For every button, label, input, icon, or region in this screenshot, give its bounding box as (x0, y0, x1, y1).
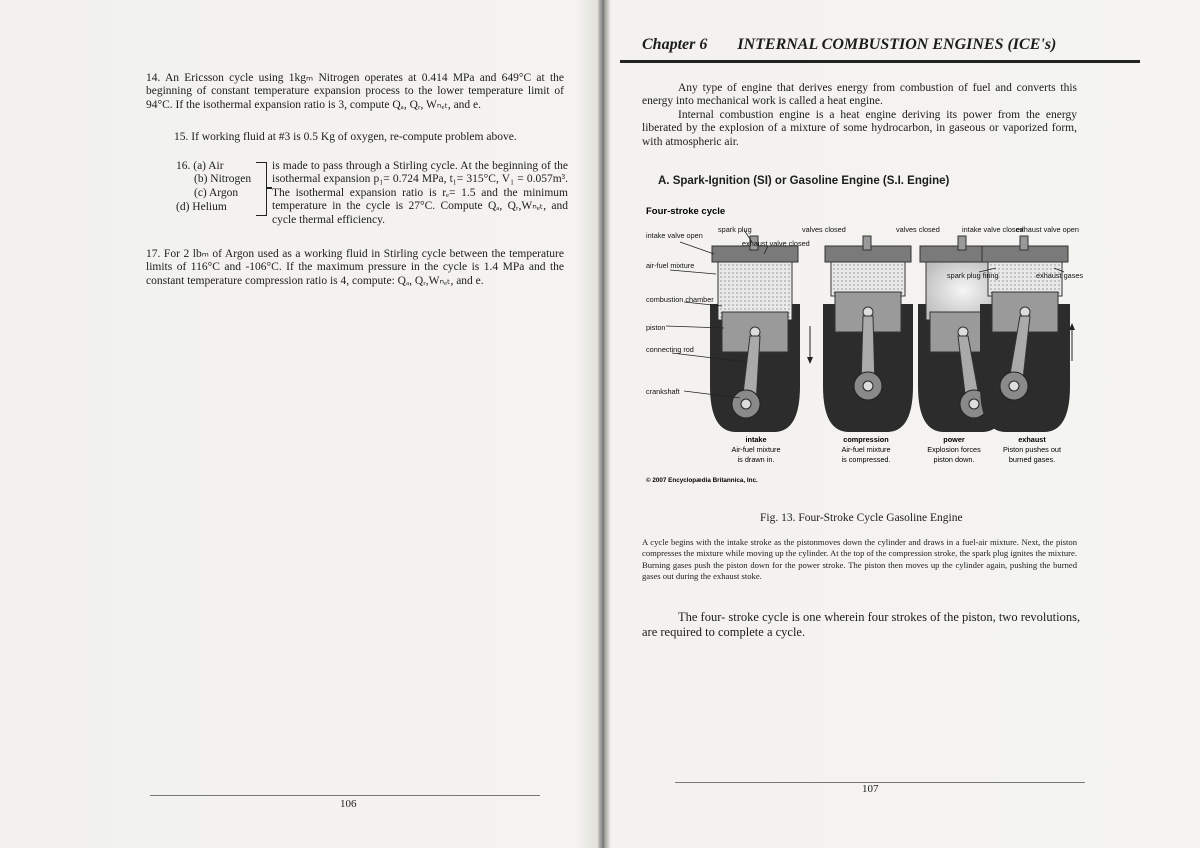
intro-paragraph-1: Any type of engine that derives energy from combustion of fuel and converts this energy into mechanical work is called a heat engine. (642, 82, 1077, 108)
section-heading: A. Spark-Ignition (SI) or Gasoline Engine (S.I. Engine) (658, 175, 950, 187)
engine-exhaust (980, 236, 1075, 432)
problem-16-label-d: (d) Helium (176, 201, 227, 213)
stroke-intake-desc-1: Air-fuel mixture (731, 445, 781, 454)
figure-title: Four-stroke cycle (646, 206, 726, 217)
problem-17: 17. For 2 lbₘ of Argon used as a working fluid in Stirling cycle between the temperature limits of 116°C and -106°C. If the maximum pressure in the cycle is 1.4 MPa and the constant temperature compression ratio is 4, compute: Qₐ, Qᵣ,Wₙₑₜ, and e. (146, 248, 564, 287)
label-exhaust-gases: exhaust gases (1036, 271, 1084, 280)
stroke-intake-desc-2: is drawn in. (737, 455, 775, 464)
problem-16-label-b: (b) Nitrogen (194, 173, 252, 185)
stroke-compression-name: compression (843, 435, 889, 444)
label-spark-plug: spark plug (718, 225, 752, 234)
page-number-left: 106 (340, 798, 357, 810)
figure-caption: Fig. 13. Four-Stroke Cycle Gasoline Engine (760, 511, 963, 524)
stroke-compression-desc-1: Air-fuel mixture (841, 445, 891, 454)
stroke-intake-name: intake (745, 435, 767, 444)
label-valves-closed-b: valves closed (896, 225, 940, 234)
stroke-power-desc-1: Explosion forces (927, 445, 981, 454)
engine-compression (823, 236, 926, 432)
stroke-captions (731, 435, 1061, 464)
stroke-power-name: power (943, 435, 965, 444)
label-connecting-rod: connecting rod (646, 345, 694, 354)
cycle-description: A cycle begins with the intake stroke as the pistonmoves down the cylinder and draws in a fuel-air mixture. Next, the piston compresses the mixture while moving up the cylinder. At the top of the compression stroke, the spark plug ignites the mixture. Burning gases push the piston down for the power stroke. The piston then moves up the cylinder again, pushing the burned gases out during the exhaust stoke. (642, 536, 1077, 582)
problem-16-text: is made to pass through a Stirling cycle. At the beginning of the isothermal expansion p₁= 0.724 MPa, t₁= 315°C, V₁ = 0.057m³. The isothermal expansion ratio is rₑ= 1.5 and the minimum temperature in the cycle is 27°C. Compute Qₐ, Qᵣ,Wₙₑₜ, and cycle thermal efficiency. (272, 160, 568, 226)
page-number-right: 107 (862, 783, 879, 795)
chapter-title: INTERNAL COMBUSTION ENGINES (ICE's) (737, 36, 1057, 53)
problem-16-label-c: (c) Argon (194, 187, 239, 199)
four-stroke-definition: The four- stroke cycle is one wherein four strokes of the piston, two revolutions, are required to complete a cycle. (642, 610, 1081, 639)
stroke-power-desc-2: piston down. (933, 455, 975, 464)
label-air-fuel-mixture: air-fuel mixture (646, 261, 695, 270)
label-intake-valve-open: intake valve open (646, 231, 703, 240)
label-spark-plug-firing: spark plug firing (947, 271, 999, 280)
figure-credit: © 2007 Encyclopædia Britannica, Inc. (646, 477, 758, 484)
footer-rule (150, 795, 540, 796)
label-intake-valve-closed: intake valve closed (962, 225, 1024, 234)
stroke-exhaust-desc-2: burned gases. (1008, 455, 1056, 464)
problem-15: 15. If working fluid at #3 is 0.5 Kg of oxygen, re-compute problem above. (174, 131, 517, 143)
chapter-label: Chapter 6 (642, 36, 708, 53)
chapter-header (642, 36, 1082, 54)
problem-16-label-a: 16. (a) Air (176, 160, 224, 172)
label-valves-closed-a: valves closed (802, 225, 846, 234)
stroke-exhaust-desc-1: Piston pushes out (1002, 445, 1062, 454)
label-combustion-chamber: combustion chamber (646, 295, 714, 304)
problem-14: 14. An Ericsson cycle using 1kgₘ Nitrogen operates at 0.414 MPa and 649°C at the beginning of constant temperature expansion process to the lower temperature limit of 94°C. If the isothermal expansion ratio is 3, compute Qₐ, Qᵣ, Wₙₑₜ, and e. (146, 72, 564, 111)
stroke-exhaust-name: exhaust (1018, 435, 1046, 444)
label-crankshaft: crankshaft (646, 387, 680, 396)
right-page (610, 0, 1200, 848)
label-exhaust-valve-closed: exhaust valve closed (742, 239, 810, 248)
intro-paragraph-2: Internal combustion engine is a heat engine deriving its power from the energy liberated by the explosion of a mixture of some hydrocarbon, in gaseous or vaporized form, with atmospheric air. (642, 109, 1077, 148)
label-exhaust-valve-open: exhaust valve open (1016, 225, 1079, 234)
four-stroke-figure (644, 202, 1084, 492)
left-page (0, 0, 598, 848)
header-rule (620, 60, 1140, 63)
label-piston: piston (646, 323, 666, 332)
engine-intake (710, 236, 813, 432)
stroke-compression-desc-2: is compressed. (841, 455, 891, 464)
bracket (256, 162, 267, 216)
footer-rule (675, 782, 1085, 783)
book-gutter (598, 0, 610, 848)
